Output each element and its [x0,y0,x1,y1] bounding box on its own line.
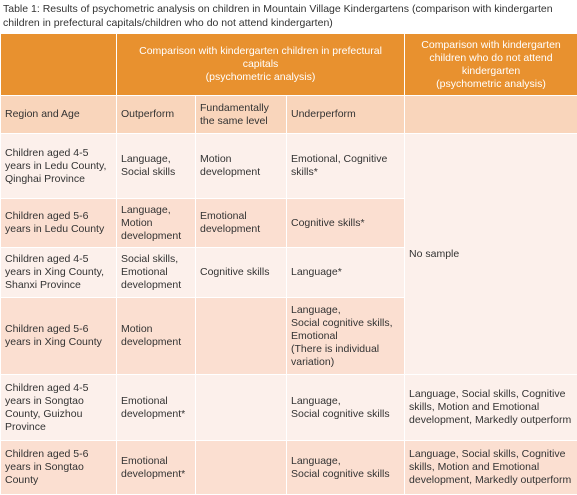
same-level-cell: Cognitive skills [196,248,287,298]
col-header-same-level: Fundamentally the same level [196,96,287,134]
table-row [1,134,577,199]
region-cell: Children aged 5-6 years in Xing County [1,298,117,375]
outperform-cell: Language, Motion development [117,199,196,248]
results-table [0,33,577,495]
column-header-row [1,96,577,134]
same-level-cell [196,298,287,375]
header-nonattend-comparison: Comparison with kindergarten children who do not attend kindergarten (psychometric analysis) [405,34,577,96]
same-level-cell: Emotional development [196,199,287,248]
col-header-outperform: Outperform [117,96,196,134]
col-header-region: Region and Age [1,96,117,134]
table-row [1,441,577,495]
same-level-cell [196,375,287,441]
header-group-row [1,34,577,96]
underperform-cell: Language, Social cognitive skills, Emotional (There is individual variation) [287,298,405,375]
same-level-cell: Motion development [196,134,287,199]
region-cell: Children aged 4-5 years in Xing County, Shanxi Province [1,248,117,298]
outperform-cell: Emotional development* [117,441,196,495]
table-row [1,375,577,441]
region-cell: Children aged 5-6 years in Songtao County [1,441,117,495]
outperform-cell: Motion development [117,298,196,375]
outperform-cell: Language, Social skills [117,134,196,199]
col-header-underperform: Underperform [287,96,405,134]
nonattend-cell: Language, Social skills, Cognitive skills, Motion and Emotional development, Markedly outperform [405,441,577,495]
outperform-cell: Emotional development* [117,375,196,441]
underperform-cell: Emotional, Cognitive skills* [287,134,405,199]
no-sample-cell: No sample [405,134,577,375]
region-cell: Children aged 4-5 years in Ledu County, Qinghai Province [1,134,117,199]
region-cell: Children aged 5-6 years in Ledu County [1,199,117,248]
nonattend-cell: Language, Social skills, Cognitive skills, Motion and Emotional development, Markedly outperform [405,375,577,441]
header-blank-cell [1,34,117,96]
outperform-cell: Social skills, Emotional development [117,248,196,298]
underperform-cell: Language, Social cognitive skills [287,375,405,441]
header-prefectural-comparison: Comparison with kindergarten children in prefectural capitals (psychometric analysis) [117,34,405,96]
table-caption: Table 1: Results of psychometric analysis on children in Mountain Village Kindergartens (comparison with kindergarten children in prefectural capitals/children who do not attend kindergarten) [0,0,577,33]
col-header-nonattend-empty [405,96,577,134]
underperform-cell: Language* [287,248,405,298]
region-cell: Children aged 4-5 years in Songtao County, Guizhou Province [1,375,117,441]
underperform-cell: Language, Social cognitive skills [287,441,405,495]
underperform-cell: Cognitive skills* [287,199,405,248]
same-level-cell [196,441,287,495]
